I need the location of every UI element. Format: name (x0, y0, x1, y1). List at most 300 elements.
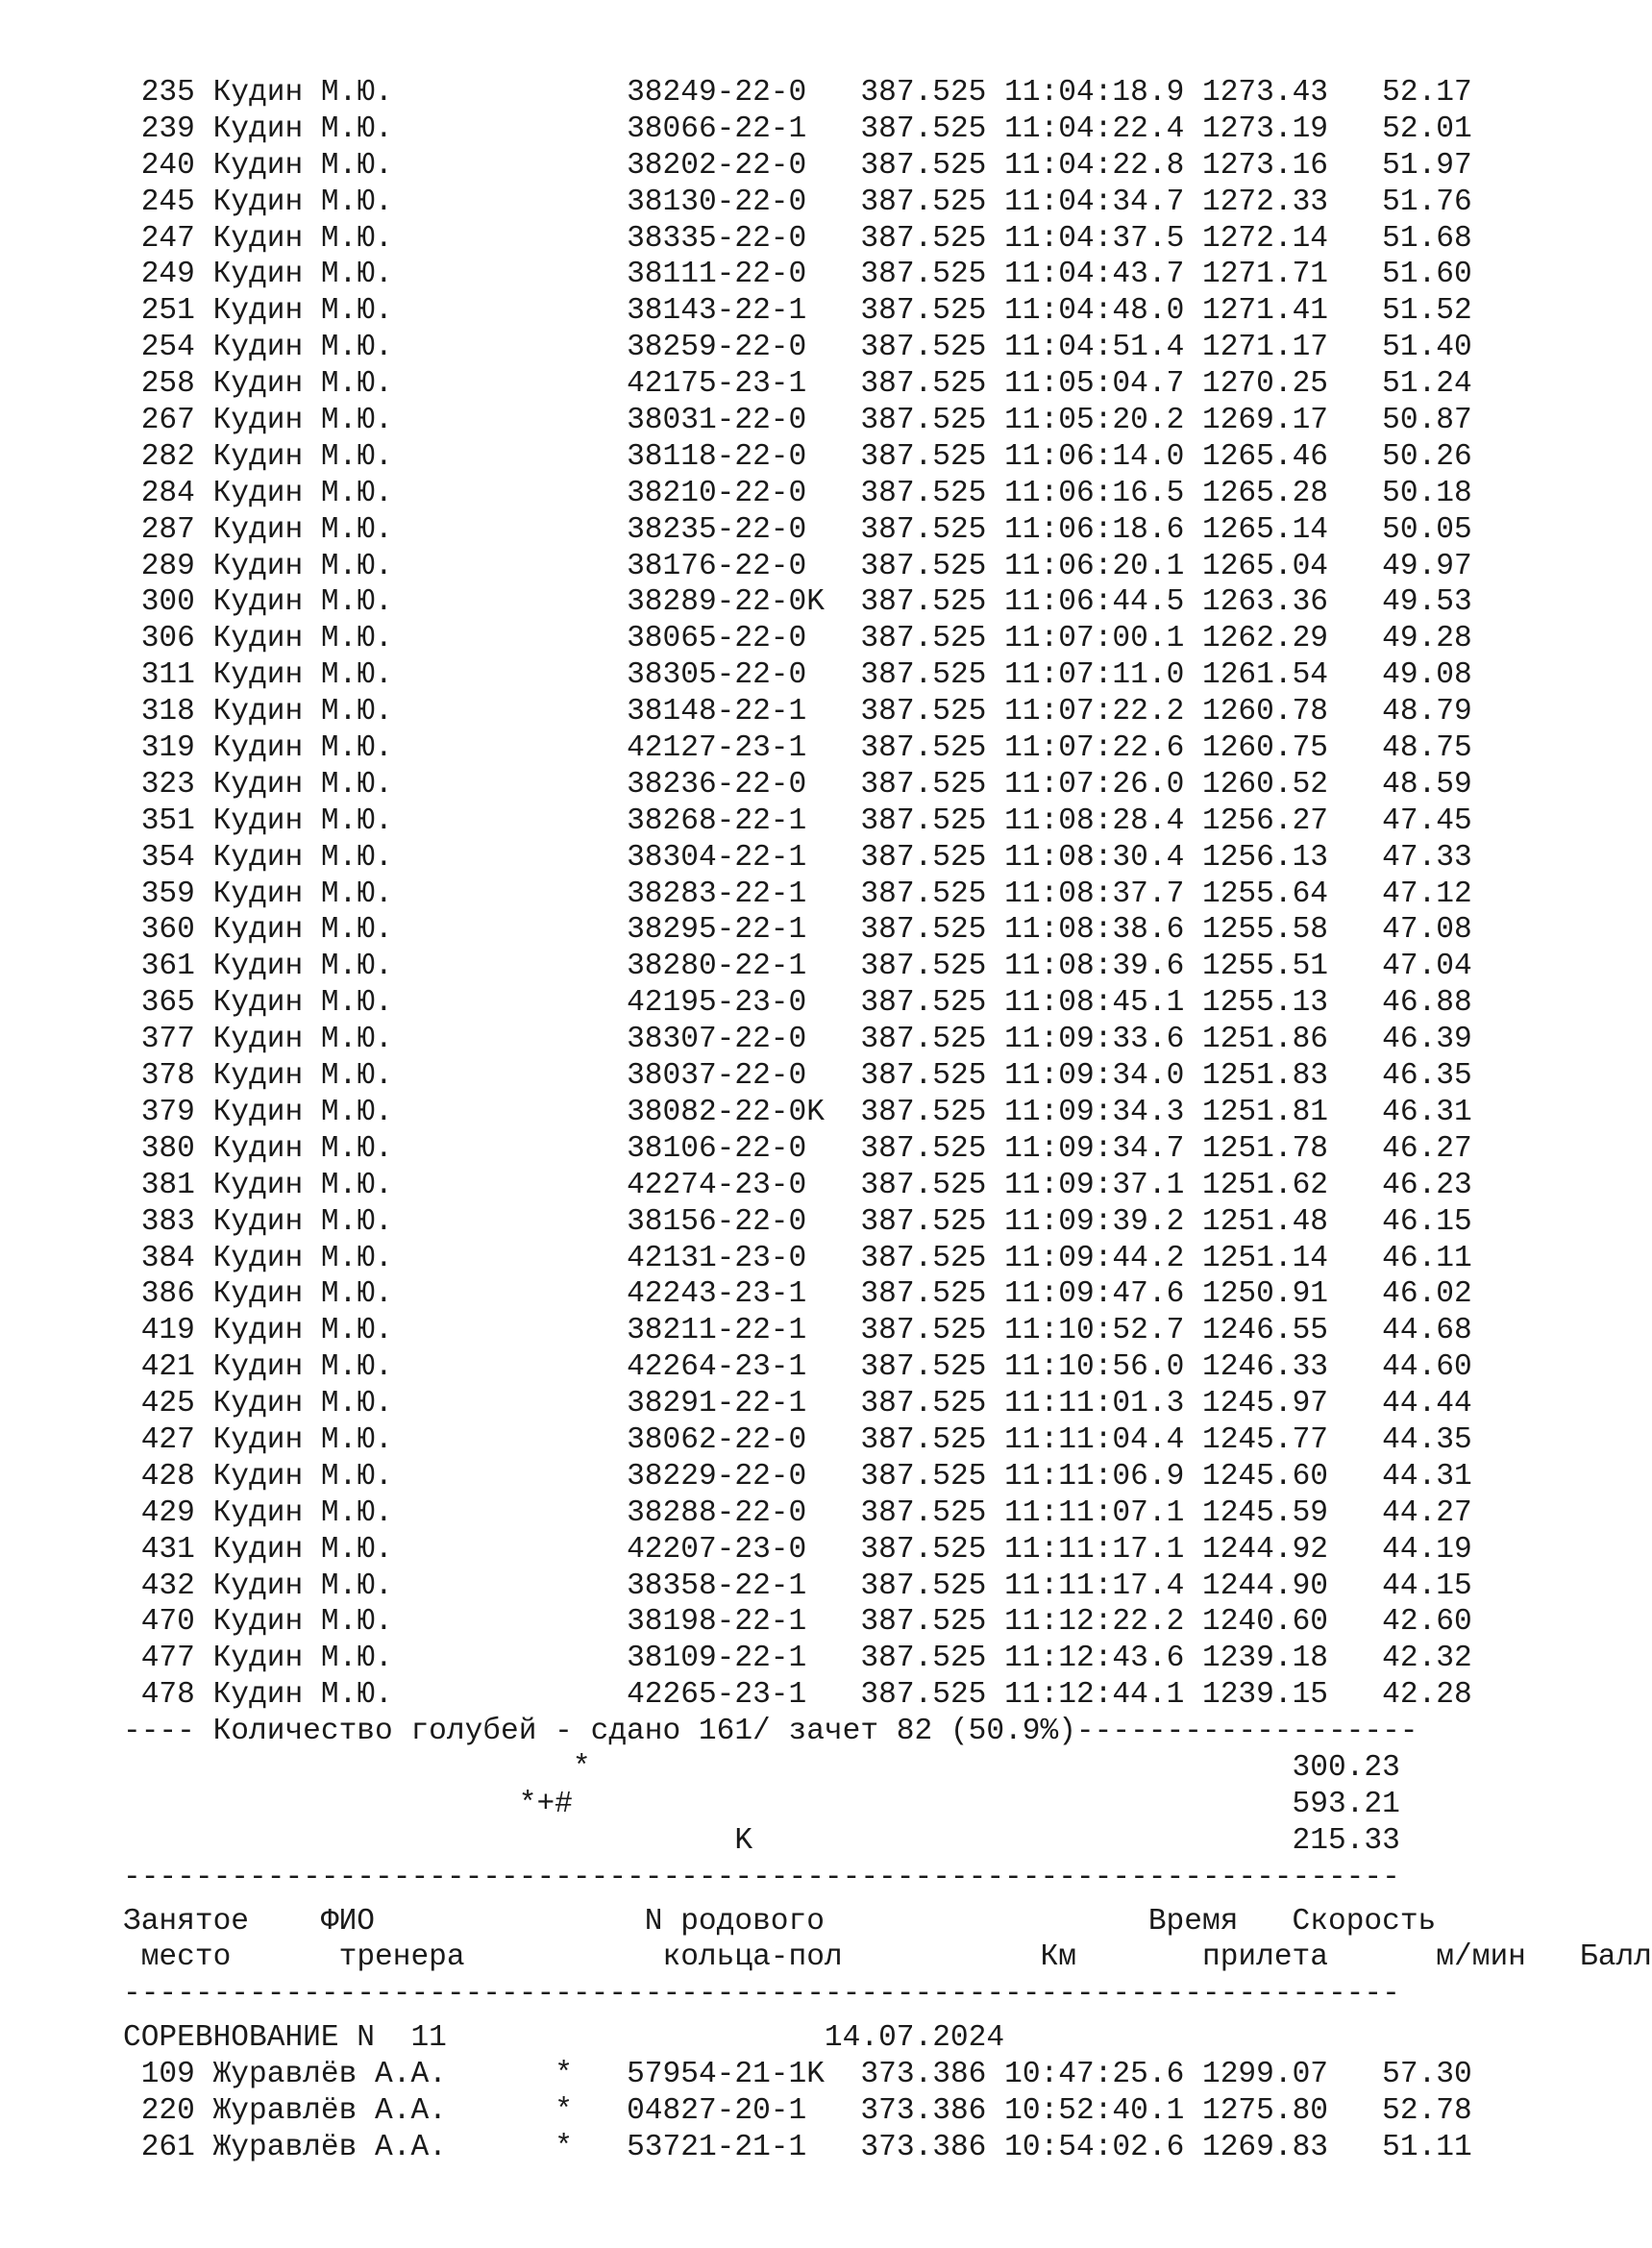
cell-place: 384 (123, 1241, 195, 1275)
table-row (123, 1459, 1526, 1495)
cell-place: 287 (123, 512, 195, 547)
cell-time: 10:52:40.1 (1004, 2093, 1185, 2128)
cell-place: 247 (123, 221, 195, 256)
cell-trainer: Кудин М.Ю. (212, 1277, 483, 1312)
cell-trainer: Кудин М.Ю. (212, 439, 483, 474)
cell-trainer: Кудин М.Ю. (212, 1495, 483, 1530)
cell-trainer: Кудин М.Ю. (212, 476, 483, 510)
header-time: Время (968, 1904, 1239, 1939)
header-name: тренера (284, 1940, 628, 1975)
cell-points: 52.78 (1345, 2093, 1472, 2128)
cell-ring: 38130-22-0 (627, 185, 825, 219)
cell-time: 11:10:56.0 (1004, 1350, 1185, 1385)
cell-time: 11:09:34.0 (1004, 1059, 1185, 1094)
cell-place: 239 (123, 111, 195, 146)
cell-place: 359 (123, 877, 195, 911)
cell-trainer: Кудин М.Ю. (212, 585, 483, 620)
cell-km: 387.525 (860, 331, 987, 365)
cell-ring: 42195-23-0 (627, 986, 825, 1021)
cell-trainer: Кудин М.Ю. (212, 1059, 483, 1094)
cell-points: 46.11 (1345, 1241, 1472, 1275)
cell-speed: 1239.15 (1202, 1678, 1329, 1713)
cell-speed: 1251.78 (1202, 1131, 1329, 1166)
cell-mark (555, 913, 573, 947)
cell-km: 387.525 (860, 1495, 987, 1530)
cell-km: 387.525 (860, 1277, 987, 1312)
cell-km: 387.525 (860, 549, 987, 583)
cell-mark (555, 1277, 573, 1311)
cell-speed: 1245.60 (1202, 1459, 1329, 1494)
cell-mark (555, 1169, 573, 1202)
cell-place: 254 (123, 331, 195, 365)
cell-km: 387.525 (860, 1605, 987, 1640)
table-row (123, 1058, 1526, 1095)
cell-points: 46.15 (1345, 1204, 1472, 1239)
cell-km: 387.525 (860, 695, 987, 729)
table-row (123, 330, 1526, 366)
cell-place: 354 (123, 840, 195, 875)
cell-trainer: Кудин М.Ю. (212, 1569, 483, 1603)
cell-time: 11:11:17.4 (1004, 1569, 1185, 1603)
competition-title-line (123, 2020, 1526, 2057)
cell-trainer: Кудин М.Ю. (212, 913, 483, 948)
cell-time: 11:11:01.3 (1004, 1387, 1185, 1421)
cell-points: 52.01 (1345, 111, 1472, 146)
cell-place: 431 (123, 1532, 195, 1567)
table-row (123, 694, 1526, 730)
cell-speed: 1251.86 (1202, 1023, 1329, 1057)
cell-speed: 1272.14 (1202, 221, 1329, 256)
cell-mark (555, 1205, 573, 1239)
table-row (123, 1204, 1526, 1241)
cell-ring: 38288-22-0 (627, 1495, 825, 1530)
cell-points: 44.31 (1345, 1459, 1472, 1494)
cell-ring: 38358-22-1 (627, 1569, 825, 1603)
header-place: место (123, 1940, 285, 1975)
cell-time: 11:07:22.2 (1004, 695, 1185, 729)
cell-trainer: Кудин М.Ю. (212, 185, 483, 219)
cell-time: 11:09:34.3 (1004, 1095, 1185, 1129)
rule-bottom: ----------------------------------------------------------------------- (123, 1977, 1400, 2012)
table-row (123, 476, 1526, 512)
cell-km: 387.525 (860, 1532, 987, 1567)
cell-speed: 1275.80 (1202, 2093, 1329, 2128)
cell-place: 386 (123, 1277, 195, 1312)
cell-mark (555, 658, 573, 692)
cell-points: 50.18 (1345, 476, 1472, 510)
cell-place: 419 (123, 1314, 195, 1348)
cell-ring: 38259-22-0 (627, 331, 825, 365)
cell-speed: 1251.48 (1202, 1204, 1329, 1239)
cell-mark (555, 950, 573, 983)
stat-value: 593.21 (572, 1787, 1400, 1821)
cell-km: 387.525 (860, 404, 987, 438)
cell-ring: 38280-22-1 (627, 950, 825, 984)
cell-points: 51.40 (1345, 331, 1472, 365)
cell-mark (555, 804, 573, 838)
cell-ring: 38156-22-0 (627, 1204, 825, 1239)
cell-points: 42.28 (1345, 1678, 1472, 1713)
cell-mark: * (555, 2130, 573, 2164)
cell-place: 109 (123, 2058, 195, 2092)
cell-km: 387.525 (860, 185, 987, 219)
stat-label: * (572, 1750, 591, 1785)
cell-time: 11:04:18.9 (1004, 76, 1185, 110)
cell-mark (555, 1678, 573, 1712)
cell-speed: 1240.60 (1202, 1605, 1329, 1640)
cell-km: 387.525 (860, 585, 987, 620)
cell-speed: 1255.58 (1202, 913, 1329, 948)
cell-points: 42.32 (1345, 1642, 1472, 1676)
cell-place: 427 (123, 1422, 195, 1457)
block1-rows (123, 75, 1526, 1714)
table-row (123, 1313, 1526, 1349)
cell-trainer: Кудин М.Ю. (212, 1642, 483, 1676)
cell-place: 428 (123, 1459, 195, 1494)
cell-mark (555, 1059, 573, 1093)
cell-speed: 1273.16 (1202, 148, 1329, 183)
cell-mark (555, 404, 573, 437)
cell-mark (555, 1350, 573, 1384)
cell-place: 311 (123, 658, 195, 693)
cell-ring: 38062-22-0 (627, 1422, 825, 1457)
cell-points: 48.75 (1345, 731, 1472, 766)
title-spacer (447, 2021, 825, 2055)
cell-ring: 38268-22-1 (627, 803, 825, 838)
cell-speed: 1255.13 (1202, 986, 1329, 1021)
cell-ring: 42127-23-1 (627, 731, 825, 766)
cell-place: 240 (123, 148, 195, 183)
cell-ring: 38037-22-0 (627, 1059, 825, 1094)
cell-mark (555, 622, 573, 655)
cell-mark (555, 1242, 573, 1275)
cell-km: 387.525 (860, 111, 987, 146)
cell-km: 387.525 (860, 76, 987, 110)
cell-trainer: Журавлёв А.А. (212, 2058, 483, 2092)
cell-speed: 1245.59 (1202, 1495, 1329, 1530)
cell-trainer: Кудин М.Ю. (212, 1095, 483, 1129)
cell-ring: 38065-22-0 (627, 622, 825, 656)
cell-mark (555, 585, 573, 619)
column-header (123, 1904, 1652, 1977)
cell-km: 387.525 (860, 950, 987, 984)
cell-points: 44.68 (1345, 1314, 1472, 1348)
cell-place: 432 (123, 1569, 195, 1603)
cell-trainer: Кудин М.Ю. (212, 877, 483, 911)
cell-speed: 1262.29 (1202, 622, 1329, 656)
cell-trainer: Кудин М.Ю. (212, 221, 483, 256)
cell-mark (555, 1496, 573, 1530)
cell-speed: 1251.81 (1202, 1095, 1329, 1129)
cell-trainer: Кудин М.Ю. (212, 658, 483, 693)
cell-points: 51.60 (1345, 258, 1472, 292)
cell-ring: 38202-22-0 (627, 148, 825, 183)
cell-ring: 38198-22-1 (627, 1605, 825, 1640)
table-row (123, 293, 1526, 330)
cell-km: 387.525 (860, 1642, 987, 1676)
cell-speed: 1245.97 (1202, 1387, 1329, 1421)
cell-points: 44.35 (1345, 1422, 1472, 1457)
cell-km: 387.525 (860, 1241, 987, 1275)
cell-points: 44.19 (1345, 1532, 1472, 1567)
cell-km: 387.525 (860, 622, 987, 656)
cell-ring: 53721-21-1 (627, 2130, 825, 2164)
cell-time: 10:54:02.6 (1004, 2130, 1185, 2164)
header-km (897, 1905, 969, 1939)
header-speed: Скорость (1238, 1904, 1437, 1939)
summary-stat (123, 1750, 1526, 1787)
cell-time: 11:04:34.7 (1004, 185, 1185, 219)
cell-mark (555, 513, 573, 547)
cell-km: 387.525 (860, 1023, 987, 1057)
cell-ring: 38066-22-1 (627, 111, 825, 146)
cell-km: 373.386 (860, 2058, 987, 2092)
cell-place: 267 (123, 404, 195, 438)
cell-time: 11:07:11.0 (1004, 658, 1185, 693)
cell-ring: 38335-22-0 (627, 221, 825, 256)
cell-speed: 1269.17 (1202, 404, 1329, 438)
table-row (123, 1569, 1526, 1605)
cell-mark (555, 1423, 573, 1457)
cell-km: 387.525 (860, 1422, 987, 1457)
cell-points: 46.23 (1345, 1168, 1472, 1202)
cell-speed: 1255.51 (1202, 950, 1329, 984)
rule-top: ----------------------------------------------------------------------- (123, 1860, 1400, 1894)
cell-mark (555, 1533, 573, 1567)
cell-points: 46.31 (1345, 1095, 1472, 1129)
cell-ring: 42265-23-1 (627, 1678, 825, 1713)
cell-time: 11:08:38.6 (1004, 913, 1185, 948)
cell-trainer: Кудин М.Ю. (212, 767, 483, 802)
table-row (123, 1532, 1526, 1569)
table-row (123, 148, 1526, 185)
cell-points: 49.28 (1345, 622, 1472, 656)
cell-points: 44.27 (1345, 1495, 1472, 1530)
cell-trainer: Кудин М.Ю. (212, 1532, 483, 1567)
cell-time: 11:04:48.0 (1004, 294, 1185, 329)
cell-mark (555, 477, 573, 510)
cell-speed: 1265.46 (1202, 439, 1329, 474)
cell-trainer: Кудин М.Ю. (212, 1678, 483, 1713)
cell-place: 379 (123, 1095, 195, 1129)
cell-points: 50.05 (1345, 512, 1472, 547)
cell-place: 377 (123, 1023, 195, 1057)
cell-time: 11:09:34.7 (1004, 1131, 1185, 1166)
cell-place: 470 (123, 1605, 195, 1640)
cell-points: 51.68 (1345, 221, 1472, 256)
table-row (123, 1168, 1526, 1204)
cell-speed: 1251.14 (1202, 1241, 1329, 1275)
cell-time: 11:04:22.4 (1004, 111, 1185, 146)
cell-speed: 1273.43 (1202, 76, 1329, 110)
cell-speed: 1260.75 (1202, 731, 1329, 766)
cell-points: 46.27 (1345, 1131, 1472, 1166)
cell-place: 245 (123, 185, 195, 219)
stat-value: 300.23 (590, 1750, 1400, 1785)
cell-ring: 38289-22-0K (627, 585, 825, 620)
cell-time: 11:04:37.5 (1004, 221, 1185, 256)
cell-trainer: Кудин М.Ю. (212, 111, 483, 146)
cell-time: 11:07:22.6 (1004, 731, 1185, 766)
cell-time: 11:06:14.0 (1004, 439, 1185, 474)
results-document (123, 75, 1652, 2166)
cell-km: 387.525 (860, 767, 987, 802)
cell-speed: 1273.19 (1202, 111, 1329, 146)
header-name: ФИО (266, 1904, 609, 1939)
cell-points: 44.15 (1345, 1569, 1472, 1603)
cell-mark (555, 768, 573, 802)
table-row (123, 2057, 1526, 2093)
cell-time: 11:12:44.1 (1004, 1678, 1185, 1713)
cell-km: 387.525 (860, 877, 987, 911)
competition-date: 14.07.2024 (824, 2021, 1005, 2056)
cell-ring: 38295-22-1 (627, 913, 825, 948)
cell-place: 319 (123, 731, 195, 766)
cell-ring: 38031-22-0 (627, 404, 825, 438)
header-time: прилета (1075, 1940, 1328, 1975)
cell-ring: 38143-22-1 (627, 294, 825, 329)
cell-km: 387.525 (860, 1204, 987, 1239)
cell-trainer: Журавлёв А.А. (212, 2130, 483, 2164)
cell-km: 387.525 (860, 294, 987, 329)
cell-mark (555, 185, 573, 219)
cell-ring: 04827-20-1 (627, 2093, 825, 2128)
cell-speed: 1270.25 (1202, 367, 1329, 402)
table-row (123, 912, 1526, 949)
table-row (123, 439, 1526, 476)
cell-ring: 38210-22-0 (627, 476, 825, 510)
cell-km: 387.525 (860, 1350, 987, 1385)
cell-points: 44.44 (1345, 1387, 1472, 1421)
cell-time: 11:04:43.7 (1004, 258, 1185, 292)
cell-mark (555, 1314, 573, 1347)
table-row (123, 185, 1526, 221)
cell-ring: 38249-22-0 (627, 76, 825, 110)
table-row (123, 2130, 1526, 2166)
cell-speed: 1250.91 (1202, 1277, 1329, 1312)
table-row (123, 1677, 1526, 1714)
cell-speed: 1246.33 (1202, 1350, 1329, 1385)
cell-trainer: Кудин М.Ю. (212, 731, 483, 766)
cell-trainer: Кудин М.Ю. (212, 148, 483, 183)
header-ring: кольца-пол (627, 1940, 915, 1975)
table-row (123, 1022, 1526, 1058)
cell-speed: 1271.17 (1202, 331, 1329, 365)
cell-points: 50.26 (1345, 439, 1472, 474)
cell-place: 300 (123, 585, 195, 620)
table-row (123, 403, 1526, 439)
cell-trainer: Кудин М.Ю. (212, 1131, 483, 1166)
cell-time: 11:08:30.4 (1004, 840, 1185, 875)
cell-km: 387.525 (860, 731, 987, 766)
cell-points: 46.88 (1345, 986, 1472, 1021)
cell-trainer: Кудин М.Ю. (212, 695, 483, 729)
cell-ring: 42243-23-1 (627, 1277, 825, 1312)
stat-label: *+# (518, 1787, 573, 1821)
cell-km: 387.525 (860, 1387, 987, 1421)
cell-km: 387.525 (860, 1314, 987, 1348)
cell-points: 51.52 (1345, 294, 1472, 329)
cell-mark (555, 258, 573, 291)
cell-place: 282 (123, 439, 195, 474)
cell-time: 11:08:28.4 (1004, 803, 1185, 838)
table-row (123, 584, 1526, 621)
cell-ring: 38236-22-0 (627, 767, 825, 802)
cell-mark (555, 440, 573, 474)
cell-time: 11:12:22.2 (1004, 1605, 1185, 1640)
cell-trainer: Кудин М.Ю. (212, 294, 483, 329)
cell-place: 251 (123, 294, 195, 329)
cell-ring: 38304-22-1 (627, 840, 825, 875)
cell-trainer: Кудин М.Ю. (212, 1204, 483, 1239)
cell-speed: 1260.78 (1202, 695, 1329, 729)
cell-time: 11:06:44.5 (1004, 585, 1185, 620)
cell-ring: 38118-22-0 (627, 439, 825, 474)
table-row (123, 1241, 1526, 1277)
cell-mark (555, 76, 573, 110)
cell-km: 387.525 (860, 1459, 987, 1494)
cell-km: 387.525 (860, 913, 987, 948)
cell-place: 383 (123, 1204, 195, 1239)
cell-time: 11:11:04.4 (1004, 1422, 1185, 1457)
cell-time: 11:07:26.0 (1004, 767, 1185, 802)
cell-points: 47.08 (1345, 913, 1472, 948)
cell-points: 44.60 (1345, 1350, 1472, 1385)
cell-time: 11:08:37.7 (1004, 877, 1185, 911)
cell-km: 387.525 (860, 1095, 987, 1129)
cell-mark (555, 550, 573, 583)
cell-speed: 1261.54 (1202, 658, 1329, 693)
cell-ring: 42274-23-0 (627, 1168, 825, 1202)
cell-ring: 42264-23-1 (627, 1350, 825, 1385)
cell-points: 51.97 (1345, 148, 1472, 183)
cell-ring: 38211-22-1 (627, 1314, 825, 1348)
cell-time: 11:08:45.1 (1004, 986, 1185, 1021)
table-row (123, 1349, 1526, 1386)
cell-mark (555, 331, 573, 364)
cell-time: 11:09:33.6 (1004, 1023, 1185, 1057)
cell-place: 478 (123, 1678, 195, 1713)
cell-place: 378 (123, 1059, 195, 1094)
cell-time: 11:09:47.6 (1004, 1277, 1185, 1312)
cell-points: 49.08 (1345, 658, 1472, 693)
cell-km: 387.525 (860, 840, 987, 875)
cell-points: 49.97 (1345, 549, 1472, 583)
table-row (123, 512, 1526, 549)
cell-place: 351 (123, 803, 195, 838)
cell-speed: 1246.55 (1202, 1314, 1329, 1348)
cell-points: 46.39 (1345, 1023, 1472, 1057)
cell-points: 51.24 (1345, 367, 1472, 402)
cell-speed: 1244.90 (1202, 1569, 1329, 1603)
header-line (123, 1904, 1526, 1940)
cell-speed: 1251.62 (1202, 1168, 1329, 1202)
cell-time: 11:11:17.1 (1004, 1532, 1185, 1567)
cell-mark (555, 222, 573, 256)
cell-mark (555, 112, 573, 146)
cell-km: 387.525 (860, 258, 987, 292)
cell-trainer: Кудин М.Ю. (212, 331, 483, 365)
cell-place: 361 (123, 950, 195, 984)
cell-time: 11:11:06.9 (1004, 1459, 1185, 1494)
cell-speed: 1263.36 (1202, 585, 1329, 620)
cell-ring: 38109-22-1 (627, 1642, 825, 1676)
cell-place: 380 (123, 1131, 195, 1166)
cell-speed: 1265.14 (1202, 512, 1329, 547)
cell-mark (555, 367, 573, 401)
header-ring: N родового (608, 1904, 897, 1939)
cell-trainer: Кудин М.Ю. (212, 1241, 483, 1275)
